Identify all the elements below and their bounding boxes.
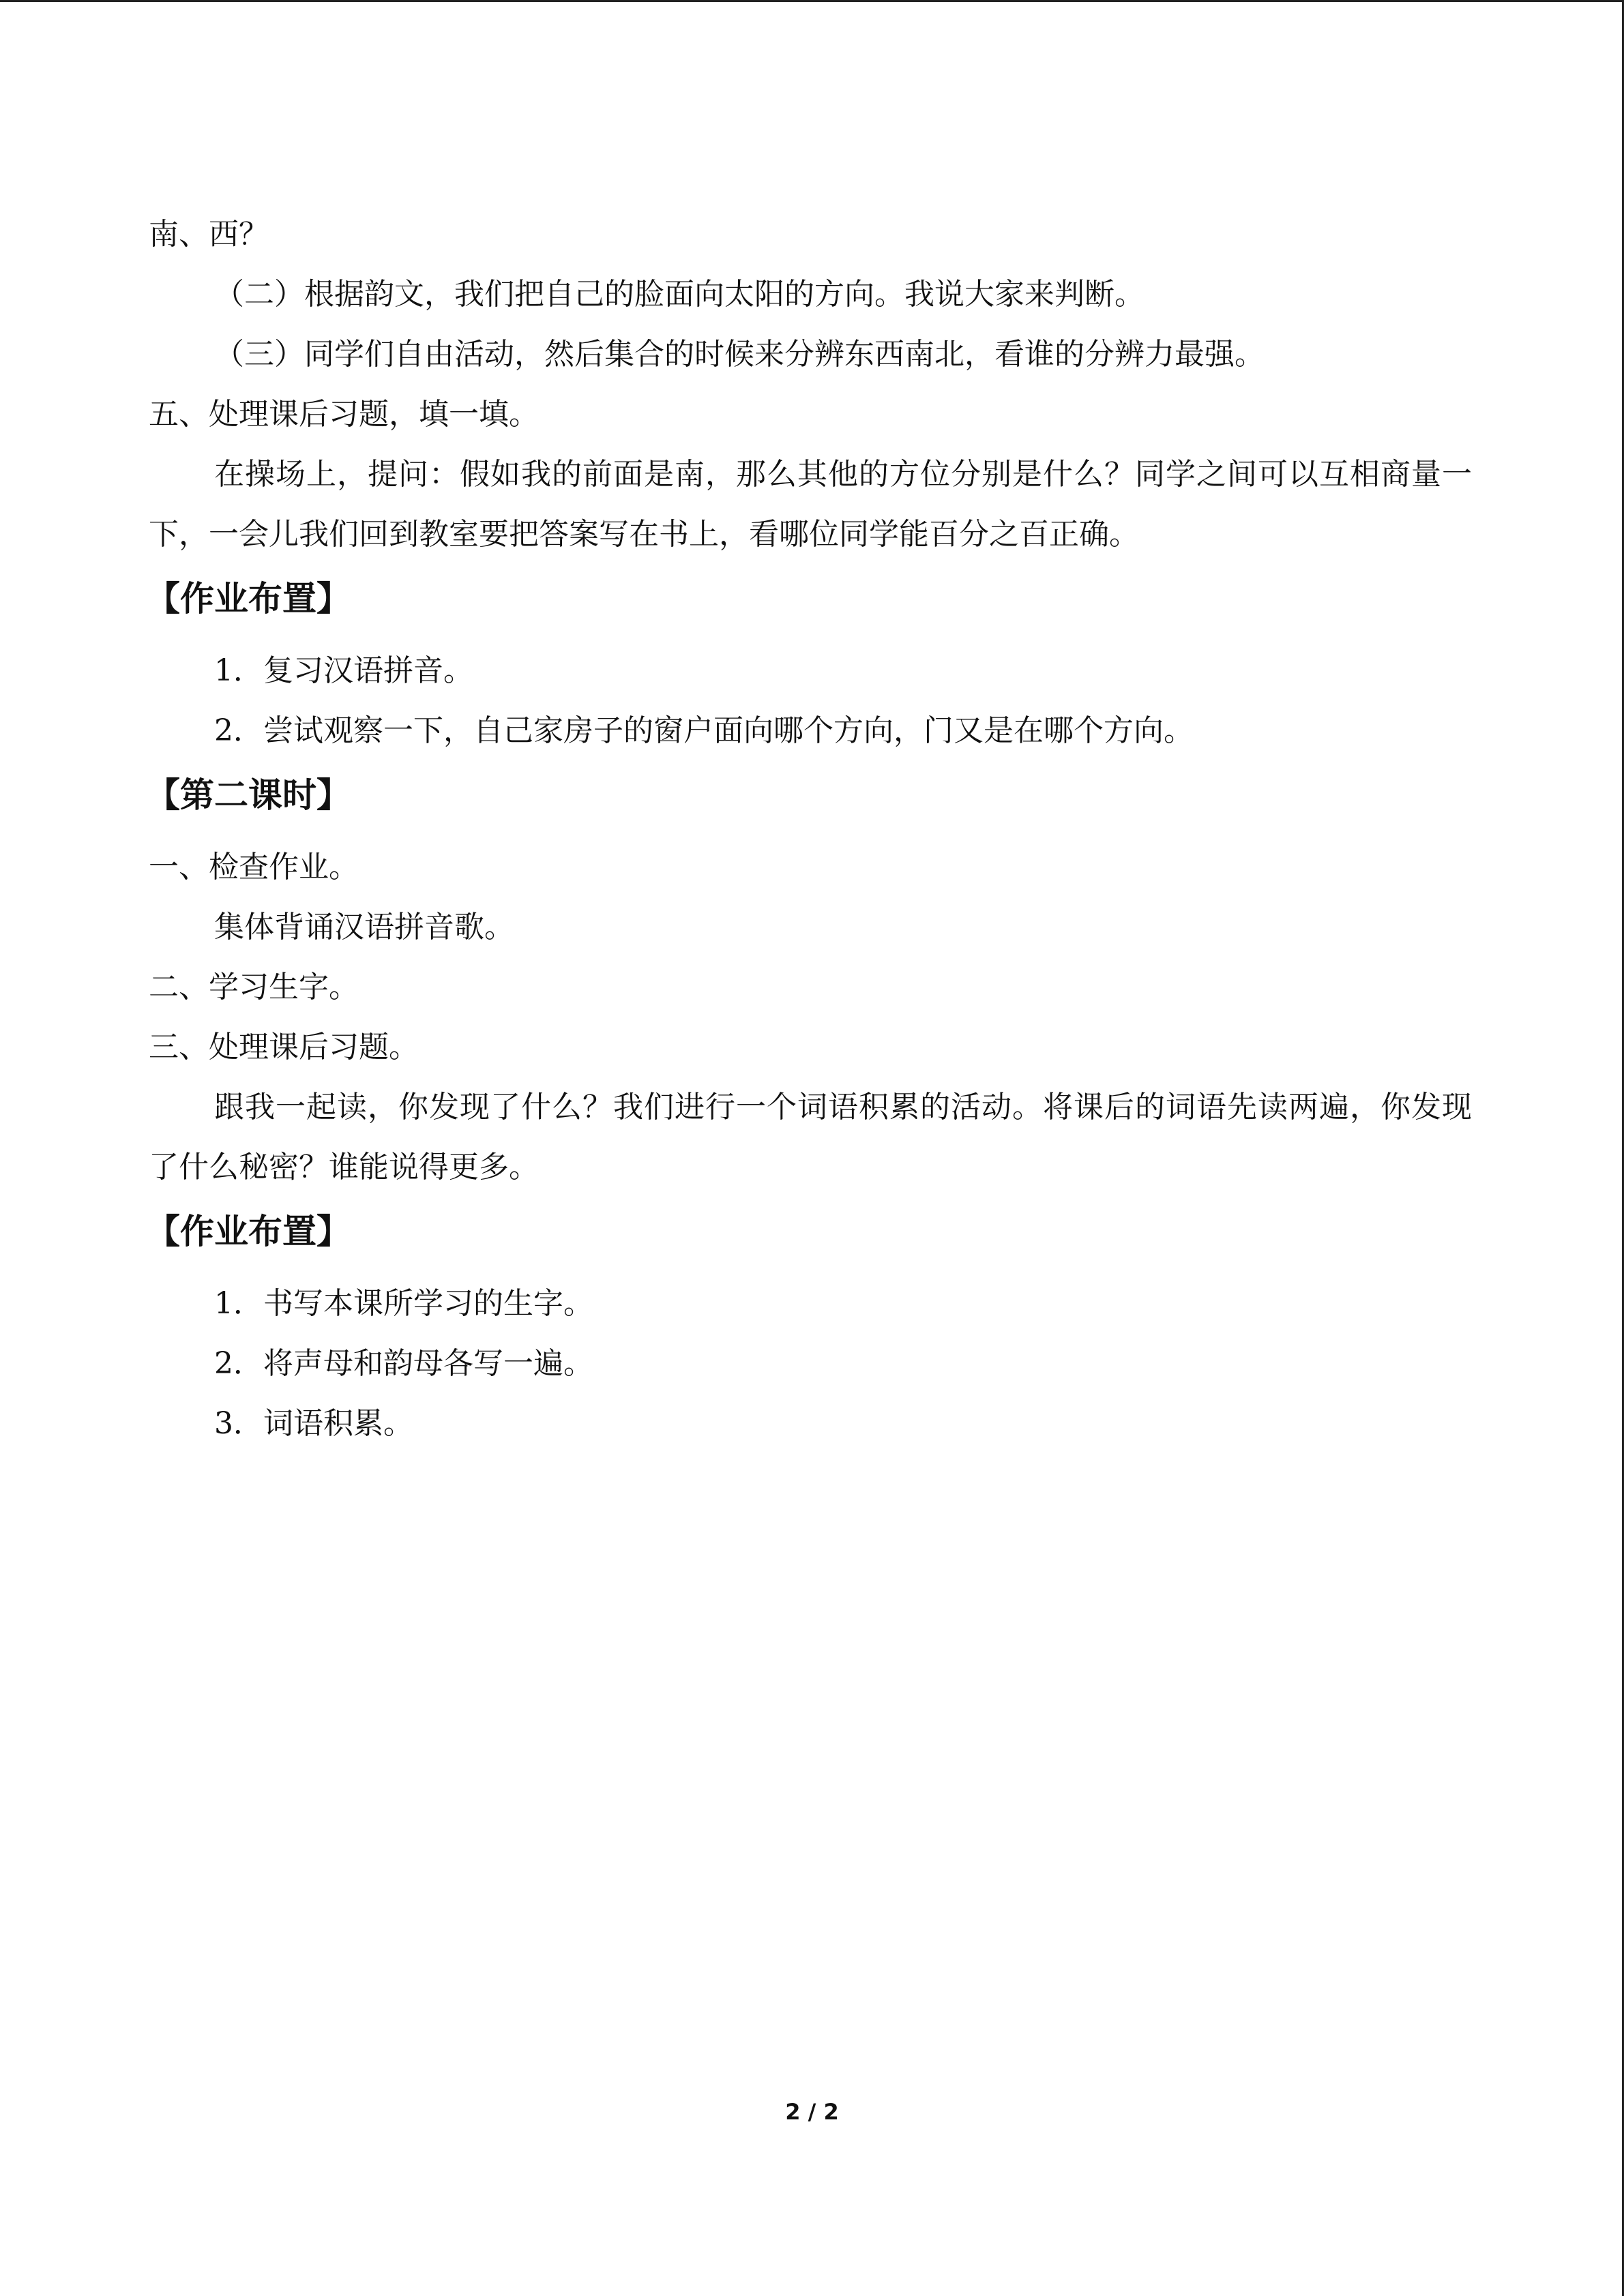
section-heading-homework: 【作业布置】 [146, 579, 351, 618]
section-item: 五、处理课后习题，填一填。 [149, 397, 539, 432]
paragraph-continuation: 南、西？ [149, 217, 269, 252]
section-heading-lesson-two: 【第二课时】 [146, 775, 351, 815]
homework-item: 3．词语积累。 [214, 1406, 413, 1441]
page-number: 2 / 2 [785, 2099, 839, 2125]
section-detail: 集体背诵汉语拼音歌。 [214, 910, 514, 944]
paragraph: 在操场上，提问：假如我的前面是南，那么其他的方位分别是什么？同学之间可以互相商量一下，一会儿我们回到教室要把答案写在书上，看哪位同学能百分之百正确。 [149, 457, 1472, 552]
page-top-border [0, 0, 1624, 2]
section-item: 二、学习生字。 [149, 970, 359, 1004]
section-item: 一、检查作业。 [149, 850, 359, 884]
document-body [146, 205, 1472, 1454]
homework-item: 2．尝试观察一下，自己家房子的窗户面向哪个方向，门又是在哪个方向。 [214, 713, 1194, 748]
homework-item: 1．复习汉语拼音。 [214, 653, 473, 688]
step-item: （二）根据韵文，我们把自己的脸面向太阳的方向。我说大家来判断。 [214, 277, 1145, 312]
section-heading-homework: 【作业布置】 [146, 1212, 351, 1251]
step-item: （三）同学们自由活动，然后集合的时候来分辨东西南北，看谁的分辨力最强。 [214, 337, 1265, 372]
paragraph: 跟我一起读，你发现了什么？我们进行一个词语积累的活动。将课后的词语先读两遍，你发现了什么秘密？谁能说得更多。 [149, 1090, 1472, 1184]
section-item: 三、处理课后习题。 [149, 1030, 419, 1064]
homework-item: 2．将声母和韵母各写一遍。 [214, 1346, 593, 1381]
homework-item: 1．书写本课所学习的生字。 [214, 1286, 593, 1321]
